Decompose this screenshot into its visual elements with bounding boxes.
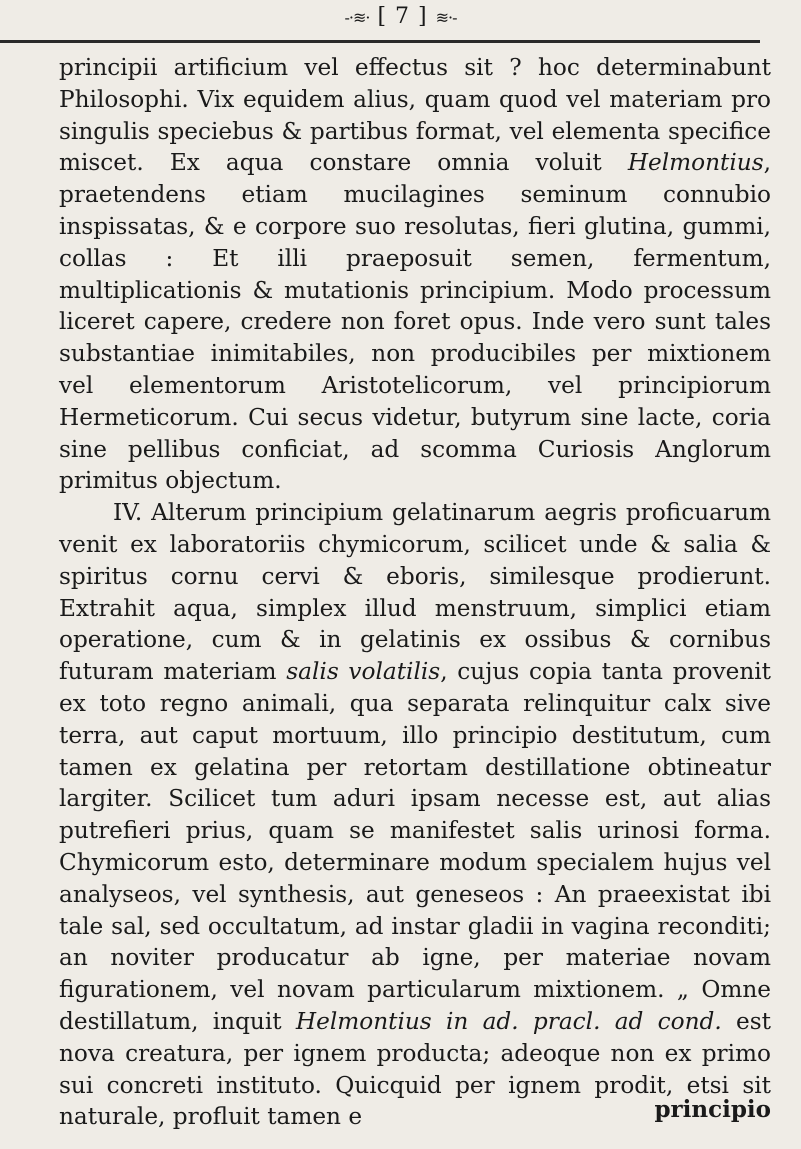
text-segment: Omne destillatum, inquit	[59, 976, 771, 1035]
text-segment: , praetendens etiam mucilagines seminum connubio inspissatas, & e corpore suo resolutas, fieri glutina, gummi, collas : Et illi praeposuit semen, fermentum, multiplicationis & mutationis principium. Modo processum liceret capere, credere non foret opus. Inde vero sunt tales substantiae inimitabiles, non producibiles per mixtionem vel elementorum Aristotelicorum, vel principiorum Hermeticorum. Cui secus videtur, butyrum sine lacte, coria sine pellibus conficiat, ad scomma Curiosis Anglorum primitus objectum.	[59, 149, 771, 495]
text-segment-italic: Helmontius	[627, 149, 764, 177]
running-head	[0, 4, 801, 29]
ornament-left-icon: -·≋·	[344, 8, 370, 27]
text-segment: principii artificium vel effectus sit ? hoc determinabunt Philosophi. Vix equidem alius, quam quod vel materiam pro singulis speciebus & partibus format, vel elementa specifice miscet. Ex aqua constare omnia voluit	[59, 54, 771, 177]
page-header	[0, 0, 801, 44]
body-text	[59, 52, 771, 1133]
text-segment: , cujus copia tanta provenit ex toto regno animali, qua separata relinquitur calx sive terra, aut caput mortuum, illo principio destitutum, cum tamen ex gelatina per retortam destillatione obtineatur largiter. Scilicet tum aduri ipsam necesse est, aut alias putrefieri prius, quam se manifestet salis urinosi forma. Chymicorum esto, determinare modum specialem hujus vel analyseos, vel synthesis, aut geneseos : An praeexistat ibi tale sal, sed occultatum, ad instar gladii in vagina reconditi; an noviter producatur ab igne, per materiae novam figurationem, vel novam particularum mixtionem.	[59, 658, 771, 1004]
ornament-right-icon: ≋·-	[435, 8, 457, 27]
text-segment: IV. Alterum principium gelatinarum aegris proficuarum venit ex laboratoriis chymicorum, scilicet unde & salia & spiritus cornu cervi & eboris, similesque prodierunt. Extrahit aqua, simplex illud menstruum, simplici etiam operatione, cum & in gelatinis ex ossibus & cornibus futuram materiam	[59, 499, 771, 686]
text-segment: est nova creatura, per ignem producta; adeoque non ex primo sui concreti instituto. Quicquid per ignem prodit, etsi sit naturale, profluit tamen e	[59, 1007, 771, 1131]
quote-mark: „	[676, 976, 702, 1004]
paragraph-second	[59, 497, 771, 1133]
paragraph-first	[59, 52, 771, 497]
text-segment-italic: salis volatilis	[286, 658, 441, 686]
text-segment-italic: Helmontius in ad. pracl. ad cond.	[295, 1007, 722, 1035]
page-number: [ 7 ]	[377, 4, 428, 29]
header-rule	[0, 40, 760, 43]
catchword: principio	[654, 1096, 771, 1123]
